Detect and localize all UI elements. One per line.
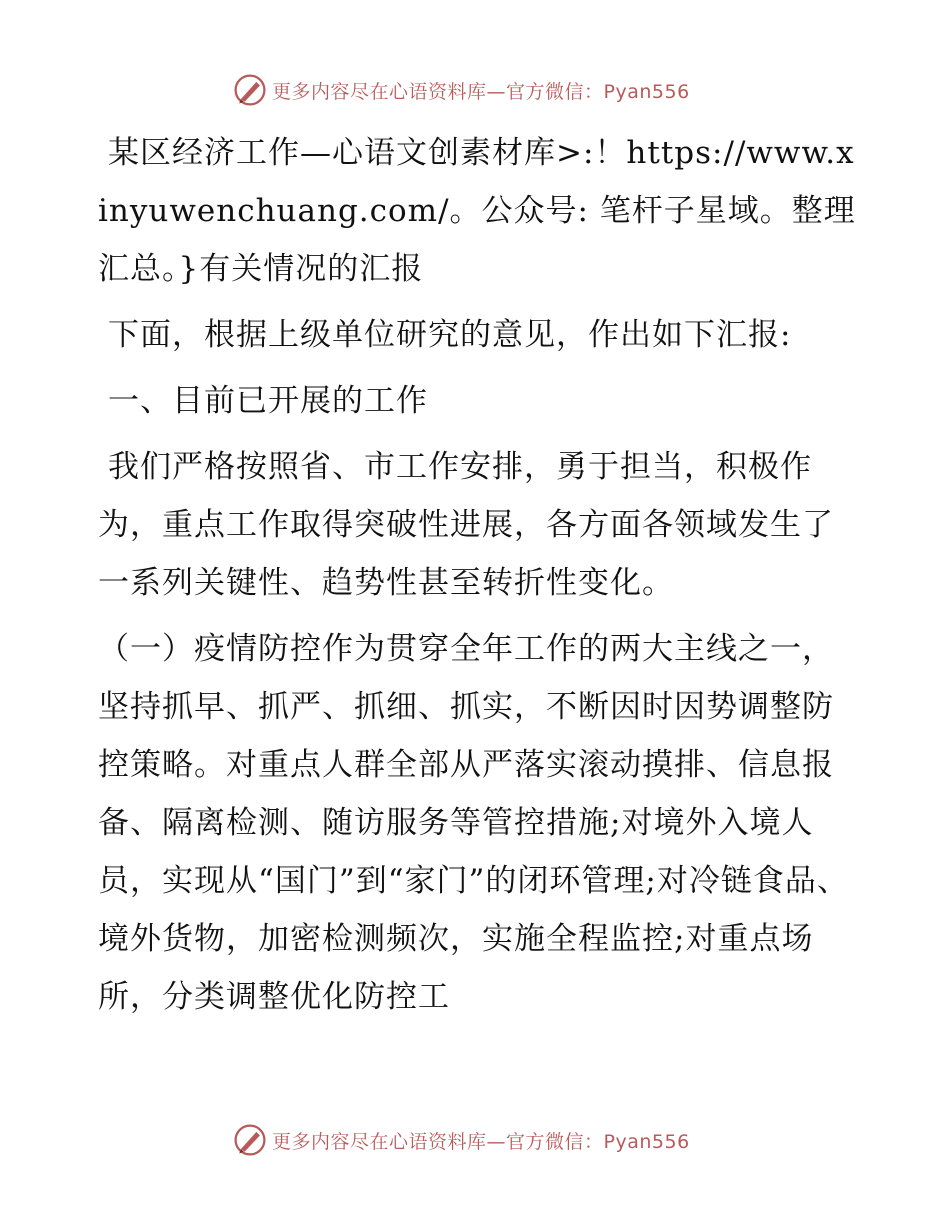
pen-logo-icon (232, 72, 268, 108)
pen-logo-icon (232, 1122, 268, 1158)
header-watermark-banner (232, 70, 690, 110)
document-title-line: 某区经济工作—心语文创素材库>:！https://www.xinyuwenchuang.com/。公众号: 笔杆子星域。整理汇总。}有关情况的汇报 (98, 135, 856, 287)
footer-watermark-banner (232, 1120, 690, 1160)
watermark-text: 更多内容尽在心语资料库—官方微信：Pyan556 (272, 80, 690, 103)
document-body (98, 124, 858, 1034)
body-paragraph-2: （一）疫情防控作为贯穿全年工作的两大主线之一，坚持抓早、抓严、抓细、抓实，不断因时因势调整防控策略。对重点人群全部从严落实滚动摸排、信息报备、隔离检测、随访服务等管控措施;对境外入境人员，实现从“国门”到“家门”的闭环管理;对冷链食品、境外货物，加密检测频次，实施全程监控;对重点场所，分类调整优化防控工 (98, 631, 849, 1015)
section-heading: 一、目前已开展的工作 (108, 383, 428, 419)
body-paragraph-1: 我们严格按照省、市工作安排，勇于担当，积极作为，重点工作取得突破性进展，各方面各领域发生了一系列关键性、趋势性甚至转折性变化。 (98, 449, 834, 601)
intro-paragraph: 下面，根据上级单位研究的意见，作出如下汇报: (108, 317, 792, 353)
watermark-text: 更多内容尽在心语资料库—官方微信：Pyan556 (272, 1130, 690, 1153)
